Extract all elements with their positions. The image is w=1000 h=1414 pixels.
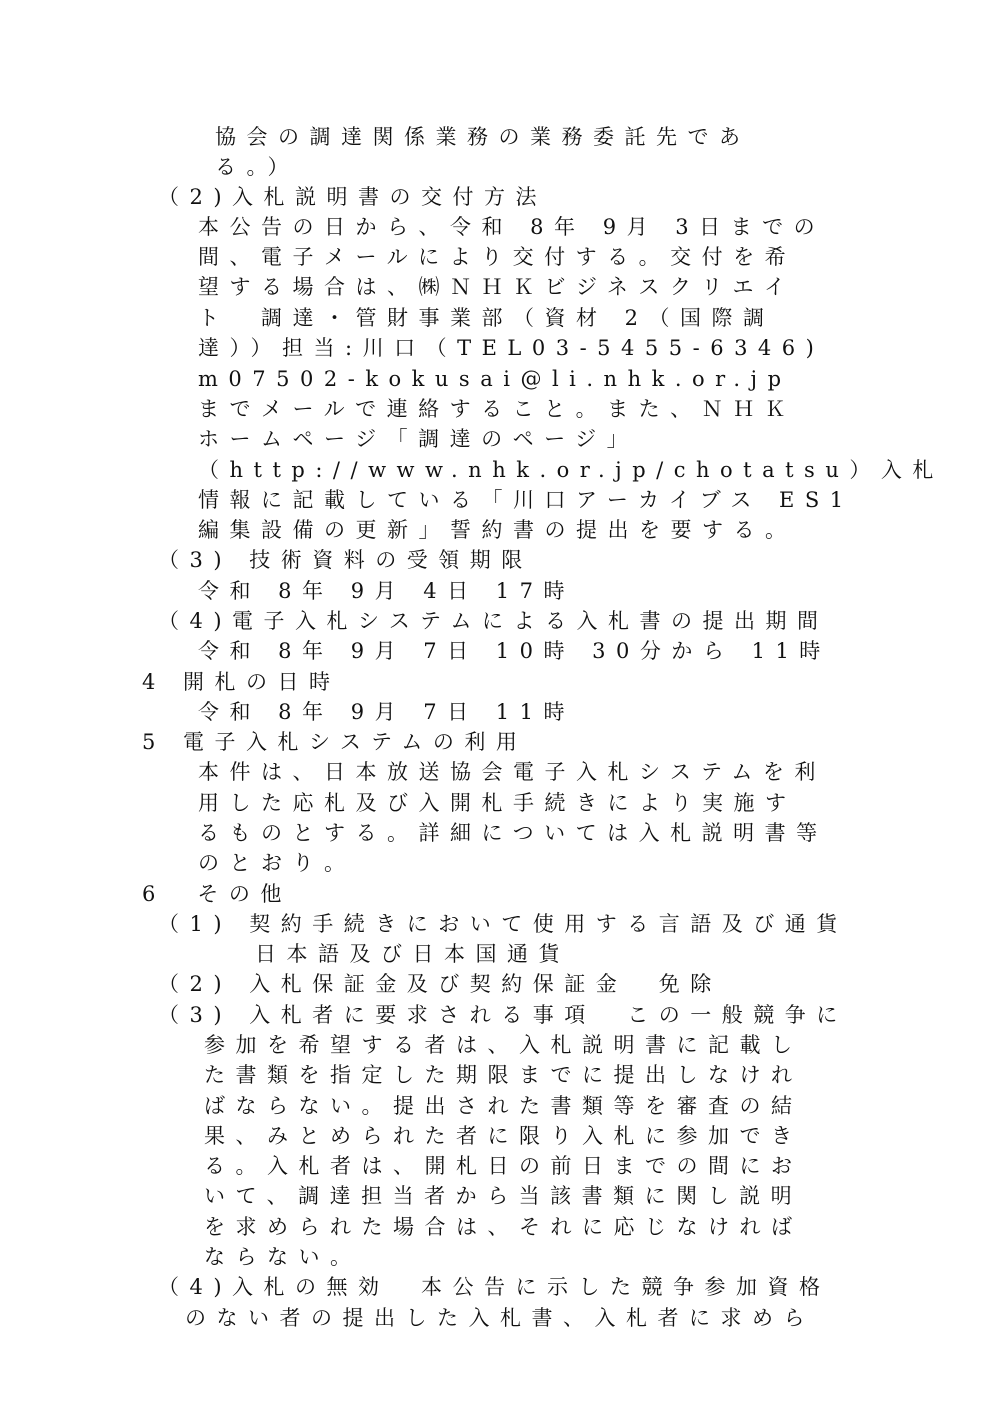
section-heading-3-4: （4)電子入札システムによる入札書の提出期間 bbox=[158, 609, 829, 633]
text-line-13: 情報に記載している「川口アーカイブス ES1 bbox=[198, 488, 854, 512]
section-heading-6: 6 その他 bbox=[142, 882, 292, 906]
text-line-25: のとおり。 bbox=[198, 851, 356, 875]
text-line-32: た書類を指定した期限までに提出しなけれ bbox=[204, 1063, 803, 1087]
text-line-1: 協会の調達関係業務の業務委託先であ bbox=[215, 125, 751, 149]
text-line-18: 令和 8年 9月 7日 10時 30分から 11時 bbox=[198, 639, 831, 663]
text-line-22: 本件は、日本放送協会電子入札システムを利 bbox=[198, 760, 826, 784]
text-line-14: 編集設備の更新」誓約書の提出を要する。 bbox=[198, 518, 797, 542]
email-address-text: m07502-kokusai@li.nhk.or.jp bbox=[198, 367, 792, 391]
text-line-8: 達））担当:川口（TEL03-5455-6346) bbox=[198, 336, 825, 360]
text-line-37: を求められた場合は、それに応じなければ bbox=[204, 1215, 803, 1239]
text-line-2: る。） bbox=[215, 155, 299, 179]
section-heading-3-2: （2)入札説明書の交付方法 bbox=[158, 185, 548, 209]
text-line-24: るものとする。詳細については入札説明書等 bbox=[198, 821, 828, 845]
text-line-23: 用した応札及び入開札手続きにより実施す bbox=[198, 791, 797, 815]
text-line-40: のない者の提出した入札書、入札者に求めら bbox=[185, 1306, 815, 1330]
text-line-6: 望する場合は、㈱ＮＨＫビジネスクリエイ bbox=[198, 275, 796, 299]
text-line-16: 令和 8年 9月 4日 17時 bbox=[198, 579, 576, 603]
section-heading-6-3: （3) 入札者に要求される事項 この一般競争に bbox=[158, 1003, 848, 1027]
text-line-20: 令和 8年 9月 7日 11時 bbox=[198, 700, 576, 724]
text-line-4: 本公告の日から、令和 8年 9月 3日までの bbox=[198, 215, 826, 239]
section-heading-5: 5 電子入札システムの利用 bbox=[142, 730, 528, 754]
section-heading-4: 4 開札の日時 bbox=[142, 670, 341, 694]
text-line-34: 果、みとめられた者に限り入札に参加でき bbox=[204, 1124, 803, 1148]
text-line-10: までメールで連絡すること。また、ＮＨＫ bbox=[198, 397, 797, 421]
text-line-5: 間、電子メールにより交付する。交付を希 bbox=[198, 245, 797, 269]
text-line-31: 参加を希望する者は、入札説明書に記載し bbox=[204, 1033, 803, 1057]
text-line-7: ト 調達・管財事業部（資材 2（国際調 bbox=[198, 306, 775, 330]
text-line-11: ホームページ「調達のページ」 bbox=[198, 427, 639, 451]
section-heading-3-3: （3) 技術資料の受領期限 bbox=[158, 548, 533, 572]
section-heading-6-4: （4)入札の無効 本公告に示した競争参加資格 bbox=[158, 1275, 831, 1299]
section-heading-6-1: （1) 契約手続きにおいて使用する言語及び通貨 bbox=[158, 912, 848, 936]
text-line-33: ばならない。提出された書類等を審査の結 bbox=[204, 1094, 803, 1118]
text-line-36: いて、調達担当者から当該書類に関し説明 bbox=[204, 1184, 803, 1208]
section-heading-6-2: （2) 入札保証金及び契約保証金 免除 bbox=[158, 972, 722, 996]
text-line-28: 日本語及び日本国通貨 bbox=[255, 942, 570, 966]
text-line-38: ならない。 bbox=[204, 1245, 362, 1269]
url-text-line: （http://www.nhk.or.jp/chotatsu）入札 bbox=[198, 458, 944, 482]
text-line-35: る。入札者は、開札日の前日までの間にお bbox=[204, 1154, 803, 1178]
